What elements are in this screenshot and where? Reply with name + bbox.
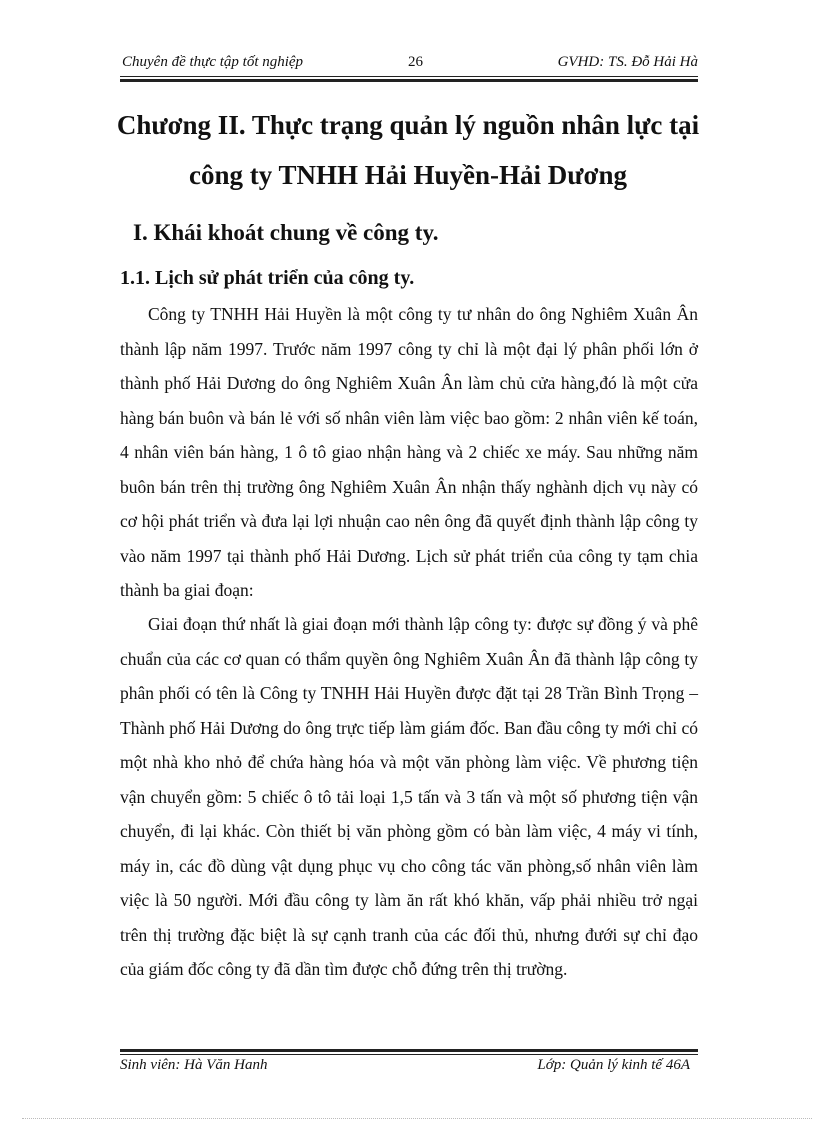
chapter-title-line1: Chương II. Thực trạng quản lý nguồn nhân lực tại [116,110,700,140]
body-paragraph-1 [120,297,698,608]
footer-divider-thick [120,1049,698,1052]
page-header [120,50,698,74]
section-heading: I. Khái khoát chung về công ty. [133,220,439,245]
footer-student: Sinh viên: Hà Văn Hanh [120,1057,268,1073]
header-report-title: Chuyên đề thực tập tốt nghiệp [122,54,304,70]
page-footer [120,1054,698,1076]
subsection-heading: 1.1. Lịch sử phát triển của công ty. [120,267,415,289]
paragraph-text: Giai đoạn thứ nhất là giai đoạn mới thành lập công ty: được sự đồng ý và phê chuẩn của các cơ quan có thẩm quyền ông Nghiêm Xuân Ân đã thành lập công ty phân phối có tên là Công ty TNHH Hải Huyền được đặt tại 28 Trần Bình Trọng – Thành phố Hải Dương do ông trực tiếp làm giám đốc. Ban đầu công ty mới chỉ có một nhà kho nhỏ để chứa hàng hóa và một văn phòng làm việc. Về phương tiện vận chuyển gồm: 5 chiếc ô tô tải loại 1,5 tấn và 3 tấn và một số phương tiện vận chuyển, đi lại khác. Còn thiết bị văn phòng gồm có bàn làm việc, 4 máy vi tính, máy in, các đồ dùng vật dụng phục vụ cho công tác văn phòng,số nhân viên làm việc là 50 người. Mới đầu công ty làm ăn rất khó khăn, vấp phải nhiều trở ngại trên thị trường đặc biệt là sự cạnh tranh của các đối thủ, nhưng đưới sự chỉ đạo của giám đốc công ty đã dần tìm được chỗ đứng trên thị trường. [120,614,698,979]
body-paragraph-2 [120,607,698,987]
footer-class: Lớp: Quản lý kinh tế 46A [537,1057,690,1073]
page-number: 26 [408,54,423,70]
paragraph-text: Công ty TNHH Hải Huyền là một công ty tư nhân do ông Nghiêm Xuân Ân thành lập năm 1997. Trước năm 1997 công ty chỉ là một đại lý phân phối lớn ở thành phố Hải Dương do ông Nghiêm Xuân Ân làm chủ cửa hàng,đó là một cửa hàng bán buôn và bán lẻ với số nhân viên làm việc bao gồm: 2 nhân viên kế toán, 4 nhân viên bán hàng, 1 ô tô giao nhận hàng và 2 chiếc xe máy. Sau những năm buôn bán trên thị trường ông Nghiêm Xuân Ân nhận thấy nghành dịch vụ này có cơ hội phát triển và đưa lại lợi nhuận cao nên ông đã quyết định thành lập công ty vào năm 1997 tại thành phố Hải Dương. Lịch sử phát triển của công ty tạm chia thành ba giai đoạn: [120,304,698,600]
chapter-title [100,100,716,200]
header-divider-thick [120,79,698,82]
chapter-title-line2: công ty TNHH Hải Huyền-Hải Dương [189,160,627,190]
header-supervisor: GVHD: TS. Đỗ Hải Hà [557,54,698,70]
header-divider-thin [120,76,698,77]
page-edge-dotted-line [22,1118,812,1119]
